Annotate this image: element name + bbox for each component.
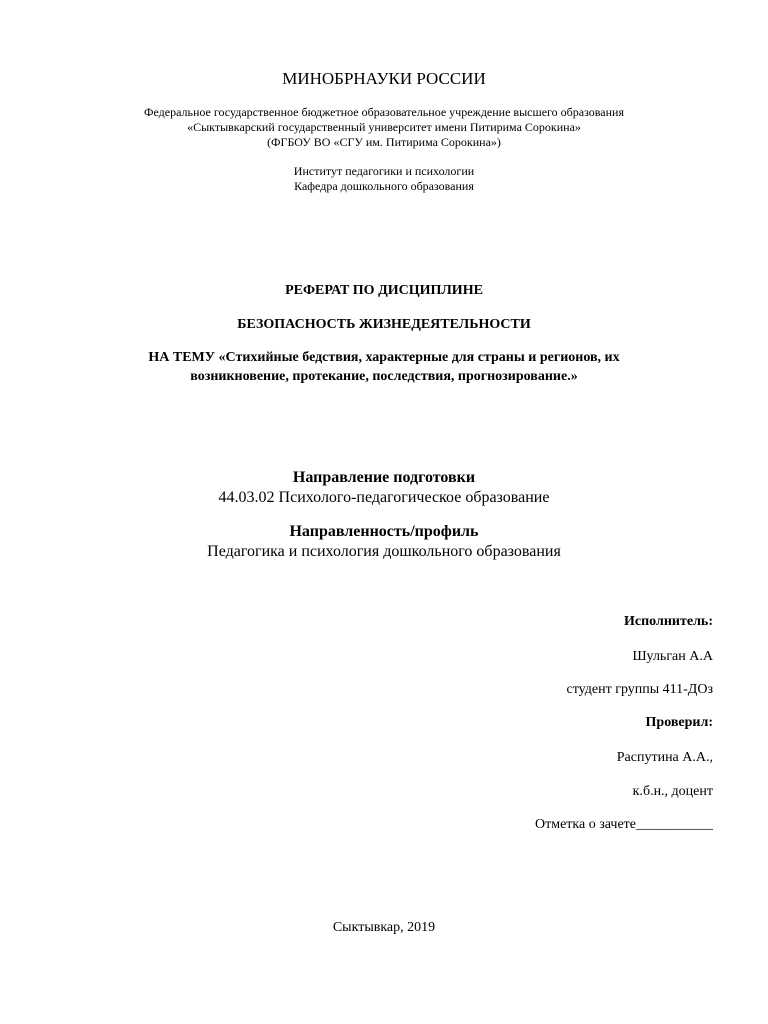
institution-line-2: «Сыктывкарский государственный университет имени Питирима Сорокина» <box>187 120 581 134</box>
performer-group: студент группы 411-ДОз <box>566 682 713 697</box>
checker-degree: к.б.н., доцент <box>632 784 713 799</box>
grade-line: Отметка о зачете___________ <box>535 817 713 832</box>
performer-label: Исполнитель: <box>624 614 713 629</box>
ministry-heading: МИНОБРНАУКИ РОССИИ <box>282 69 486 88</box>
direction-value: 44.03.02 Психолого-педагогическое образование <box>218 489 550 506</box>
essay-title: РЕФЕРАТ ПО ДИСЦИПЛИНЕ <box>285 283 483 298</box>
checker-label: Проверил: <box>645 715 713 730</box>
institute-name: Институт педагогики и психологии <box>293 164 475 178</box>
checker-name: Распутина А.А., <box>616 750 713 765</box>
department-name: Кафедра дошкольного образования <box>294 179 474 193</box>
profile-label: Направленность/профиль <box>289 523 479 540</box>
topic-line-1: НА ТЕМУ «Стихийные бедствия, характерные для страны и регионов, их <box>148 350 620 365</box>
institution-line-1: Федеральное государственное бюджетное образовательное учреждение высшего образования <box>144 105 624 119</box>
city-year: Сыктывкар, 2019 <box>332 920 436 935</box>
profile-value: Педагогика и психология дошкольного образования <box>207 543 561 560</box>
direction-label: Направление подготовки <box>292 469 476 486</box>
topic-line-2: возникновение, протекание, последствия, прогнозирование.» <box>190 369 578 384</box>
performer-name: Шульган А.А <box>632 649 713 664</box>
discipline-title: БЕЗОПАСНОСТЬ ЖИЗНЕДЕЯТЕЛЬНОСТИ <box>237 317 531 332</box>
institution-line-3: (ФГБОУ ВО «СГУ им. Питирима Сорокина») <box>267 135 501 149</box>
